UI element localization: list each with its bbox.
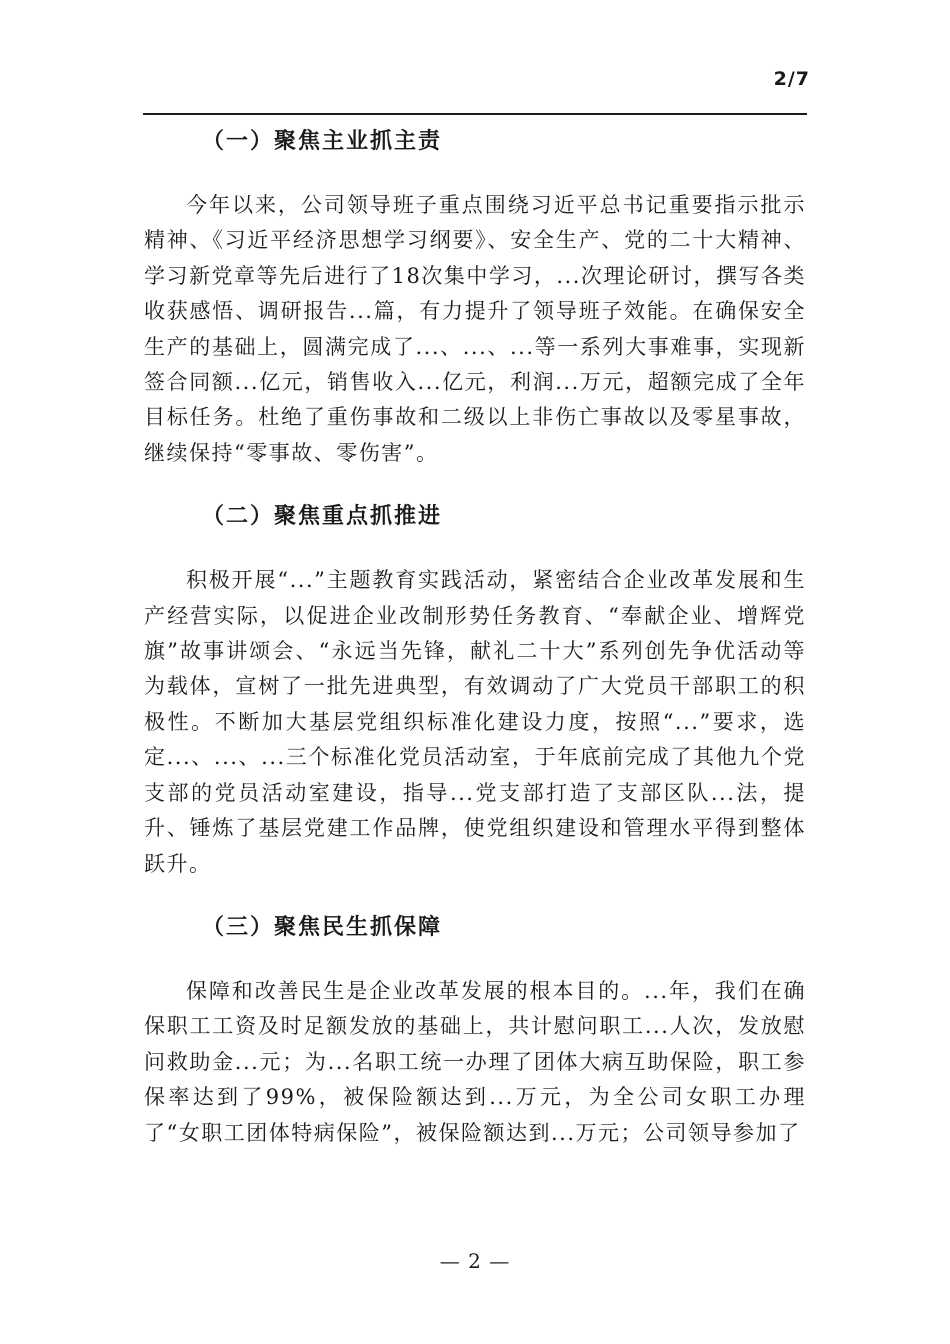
section-paragraph-1: 今年以来，公司领导班子重点围绕习近平总书记重要指示批示精神、《习近平经济思想学习纲要》、安全生产、党的二十大精神、学习新党章等先后进行了18次集中学习，...次理论研讨，撰写各类收获感悟、调研报告...篇，有力提升了领导班子效能。在确保安全生产的基础上，圆满完成了...、...、...等一系列大事难事，实现新签合同额...亿元，销售收入...亿元，利润...万元，超额完成了全年目标任务。杜绝了重伤事故和二级以上非伤亡事故以及零星事故，继续保持“零事故、零伤害”。	[144, 193, 806, 465]
section-paragraph-2: 积极开展“...”主题教育实践活动，紧密结合企业改革发展和生产经营实际，以促进企业改制形势任务教育、“奉献企业、增辉党旗”故事讲颂会、“永远当先锋，献礼二十大”系列创先争优活动等为载体，宣树了一批先进典型，有效调动了广大党员干部职工的积极性。不断加大基层党组织标准化建设力度，按照“...”要求，选定...、...、...三个标准化党员活动室，于年底前完成了其他九个党支部的党员活动室建设，指导...党支部打造了支部区队...法，提升、锤炼了基层党建工作品牌，使党组织建设和管理水平得到整体跃升。	[144, 568, 806, 876]
document-body	[144, 122, 806, 1151]
section-heading-1: （一）聚焦主业抓主责	[202, 129, 443, 154]
page-number: — 2 —	[439, 1249, 511, 1273]
section-heading-3: （三）聚焦民生抓保障	[202, 914, 443, 940]
page-indicator: 2/7	[773, 68, 810, 90]
section-heading-2: （二）聚焦重点抓推进	[202, 504, 443, 530]
header-rule	[143, 113, 807, 115]
section-paragraph-3: 保障和改善民生是企业改革发展的根本目的。...年，我们在确保职工工资及时足额发放的基础上，共计慰问职工...人次，发放慰问救助金...元；为...名职工统一办理了团体大病互助保险，职工参保率达到了99%，被保险额达到...万元，为全公司女职工办理了“女职工团体特病保险”，被保险额达到...万元；公司领导参加了	[144, 978, 806, 1145]
